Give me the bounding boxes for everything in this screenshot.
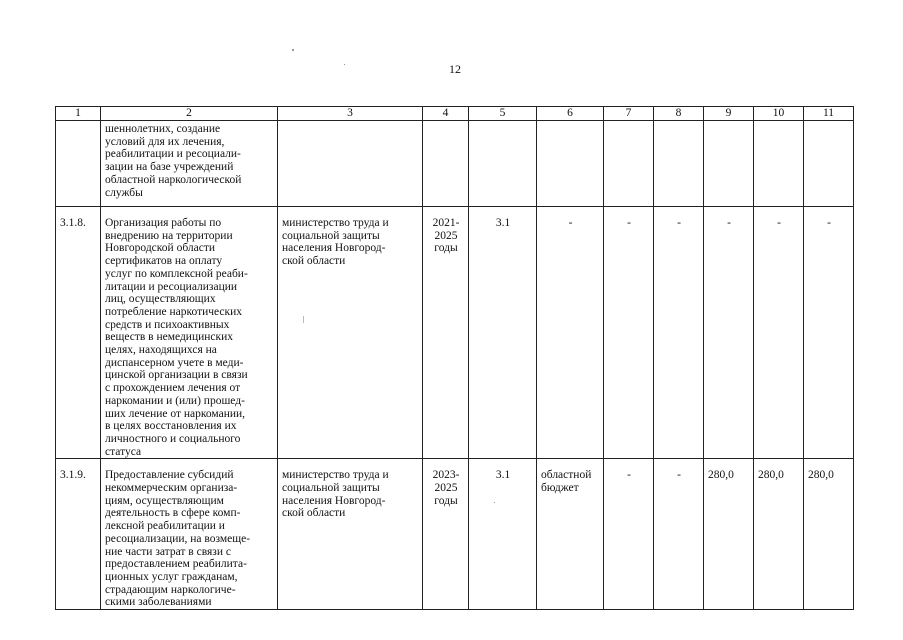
column-header-10: 10	[754, 107, 804, 121]
table-row	[56, 207, 854, 459]
target-indicator	[469, 121, 537, 207]
target-indicator: 3.1	[469, 207, 537, 459]
cell-col-9	[704, 121, 754, 207]
column-header-11: 11	[804, 107, 854, 121]
cell-col-8: -	[654, 207, 704, 459]
table-row	[56, 121, 854, 207]
measure-number: 3.1.8.	[56, 207, 101, 459]
measure-executor: министерство труда и социальной защиты населения Новгород- ской области	[278, 459, 423, 610]
column-header-2: 2	[101, 107, 278, 121]
measure-period: 2023- 2025 годы	[423, 459, 469, 610]
column-number-row	[56, 107, 854, 121]
cell-col-7	[604, 121, 654, 207]
measure-name: Организация работы по внедрению на территории Новгородской области сертификатов на оплату услуг по комплексной реаби- литации и ресоциализации лиц, осуществляющих потребление наркотических средств и психоактивных веществ в немедицинских целях, находящихся на диспансерном учете в меди- цинской организации в связи с прохождением лечения от наркомании и (или) прошед- ших лечение от наркомании, в целях восстановления их личностного и социального статуса	[101, 207, 278, 459]
cell-col-11: 280,0	[804, 459, 854, 610]
measure-number	[56, 121, 101, 207]
measure-period	[423, 121, 469, 207]
cell-col-9: -	[704, 207, 754, 459]
column-header-4: 4	[423, 107, 469, 121]
cell-col-11: -	[804, 207, 854, 459]
cell-col-7: -	[604, 459, 654, 610]
scan-speck	[344, 64, 345, 65]
funding-source: -	[537, 207, 604, 459]
measure-executor: министерство труда и социальной защиты населения Новгород- ской области	[278, 207, 423, 459]
cell-col-9: 280,0	[704, 459, 754, 610]
funding-source	[537, 121, 604, 207]
column-header-6: 6	[537, 107, 604, 121]
program-measures-table	[55, 106, 854, 610]
cell-col-10: -	[754, 207, 804, 459]
cell-col-7: -	[604, 207, 654, 459]
cell-col-8	[654, 121, 704, 207]
page-number: 12	[449, 62, 461, 76]
measure-period: 2021- 2025 годы	[423, 207, 469, 459]
measure-name: шеннолетних, создание условий для их лечения, реабилитации и ресоциали- зации на базе учреждений областной наркологической службы	[101, 121, 278, 207]
cell-col-11	[804, 121, 854, 207]
column-header-7: 7	[604, 107, 654, 121]
column-header-5: 5	[469, 107, 537, 121]
cell-col-10: 280,0	[754, 459, 804, 610]
measure-name: Предоставление субсидий некоммерческим организа- циям, осуществляющим деятельность в сфере комп- лексной реабилитации и ресоциализации, на возмеще- ние части затрат в связи с предоставлением реабилита- ционных услуг гражданам, страдающим наркологиче- скими заболеваниями	[101, 459, 278, 610]
column-header-8: 8	[654, 107, 704, 121]
column-header-1: 1	[56, 107, 101, 121]
cell-col-8: -	[654, 459, 704, 610]
column-header-3: 3	[278, 107, 423, 121]
funding-source: областной бюджет	[537, 459, 604, 610]
column-header-9: 9	[704, 107, 754, 121]
measure-number: 3.1.9.	[56, 459, 101, 610]
table-row	[56, 459, 854, 610]
scan-speck	[292, 49, 294, 51]
cell-col-10	[754, 121, 804, 207]
target-indicator: 3.1	[469, 459, 537, 610]
measure-executor	[278, 121, 423, 207]
